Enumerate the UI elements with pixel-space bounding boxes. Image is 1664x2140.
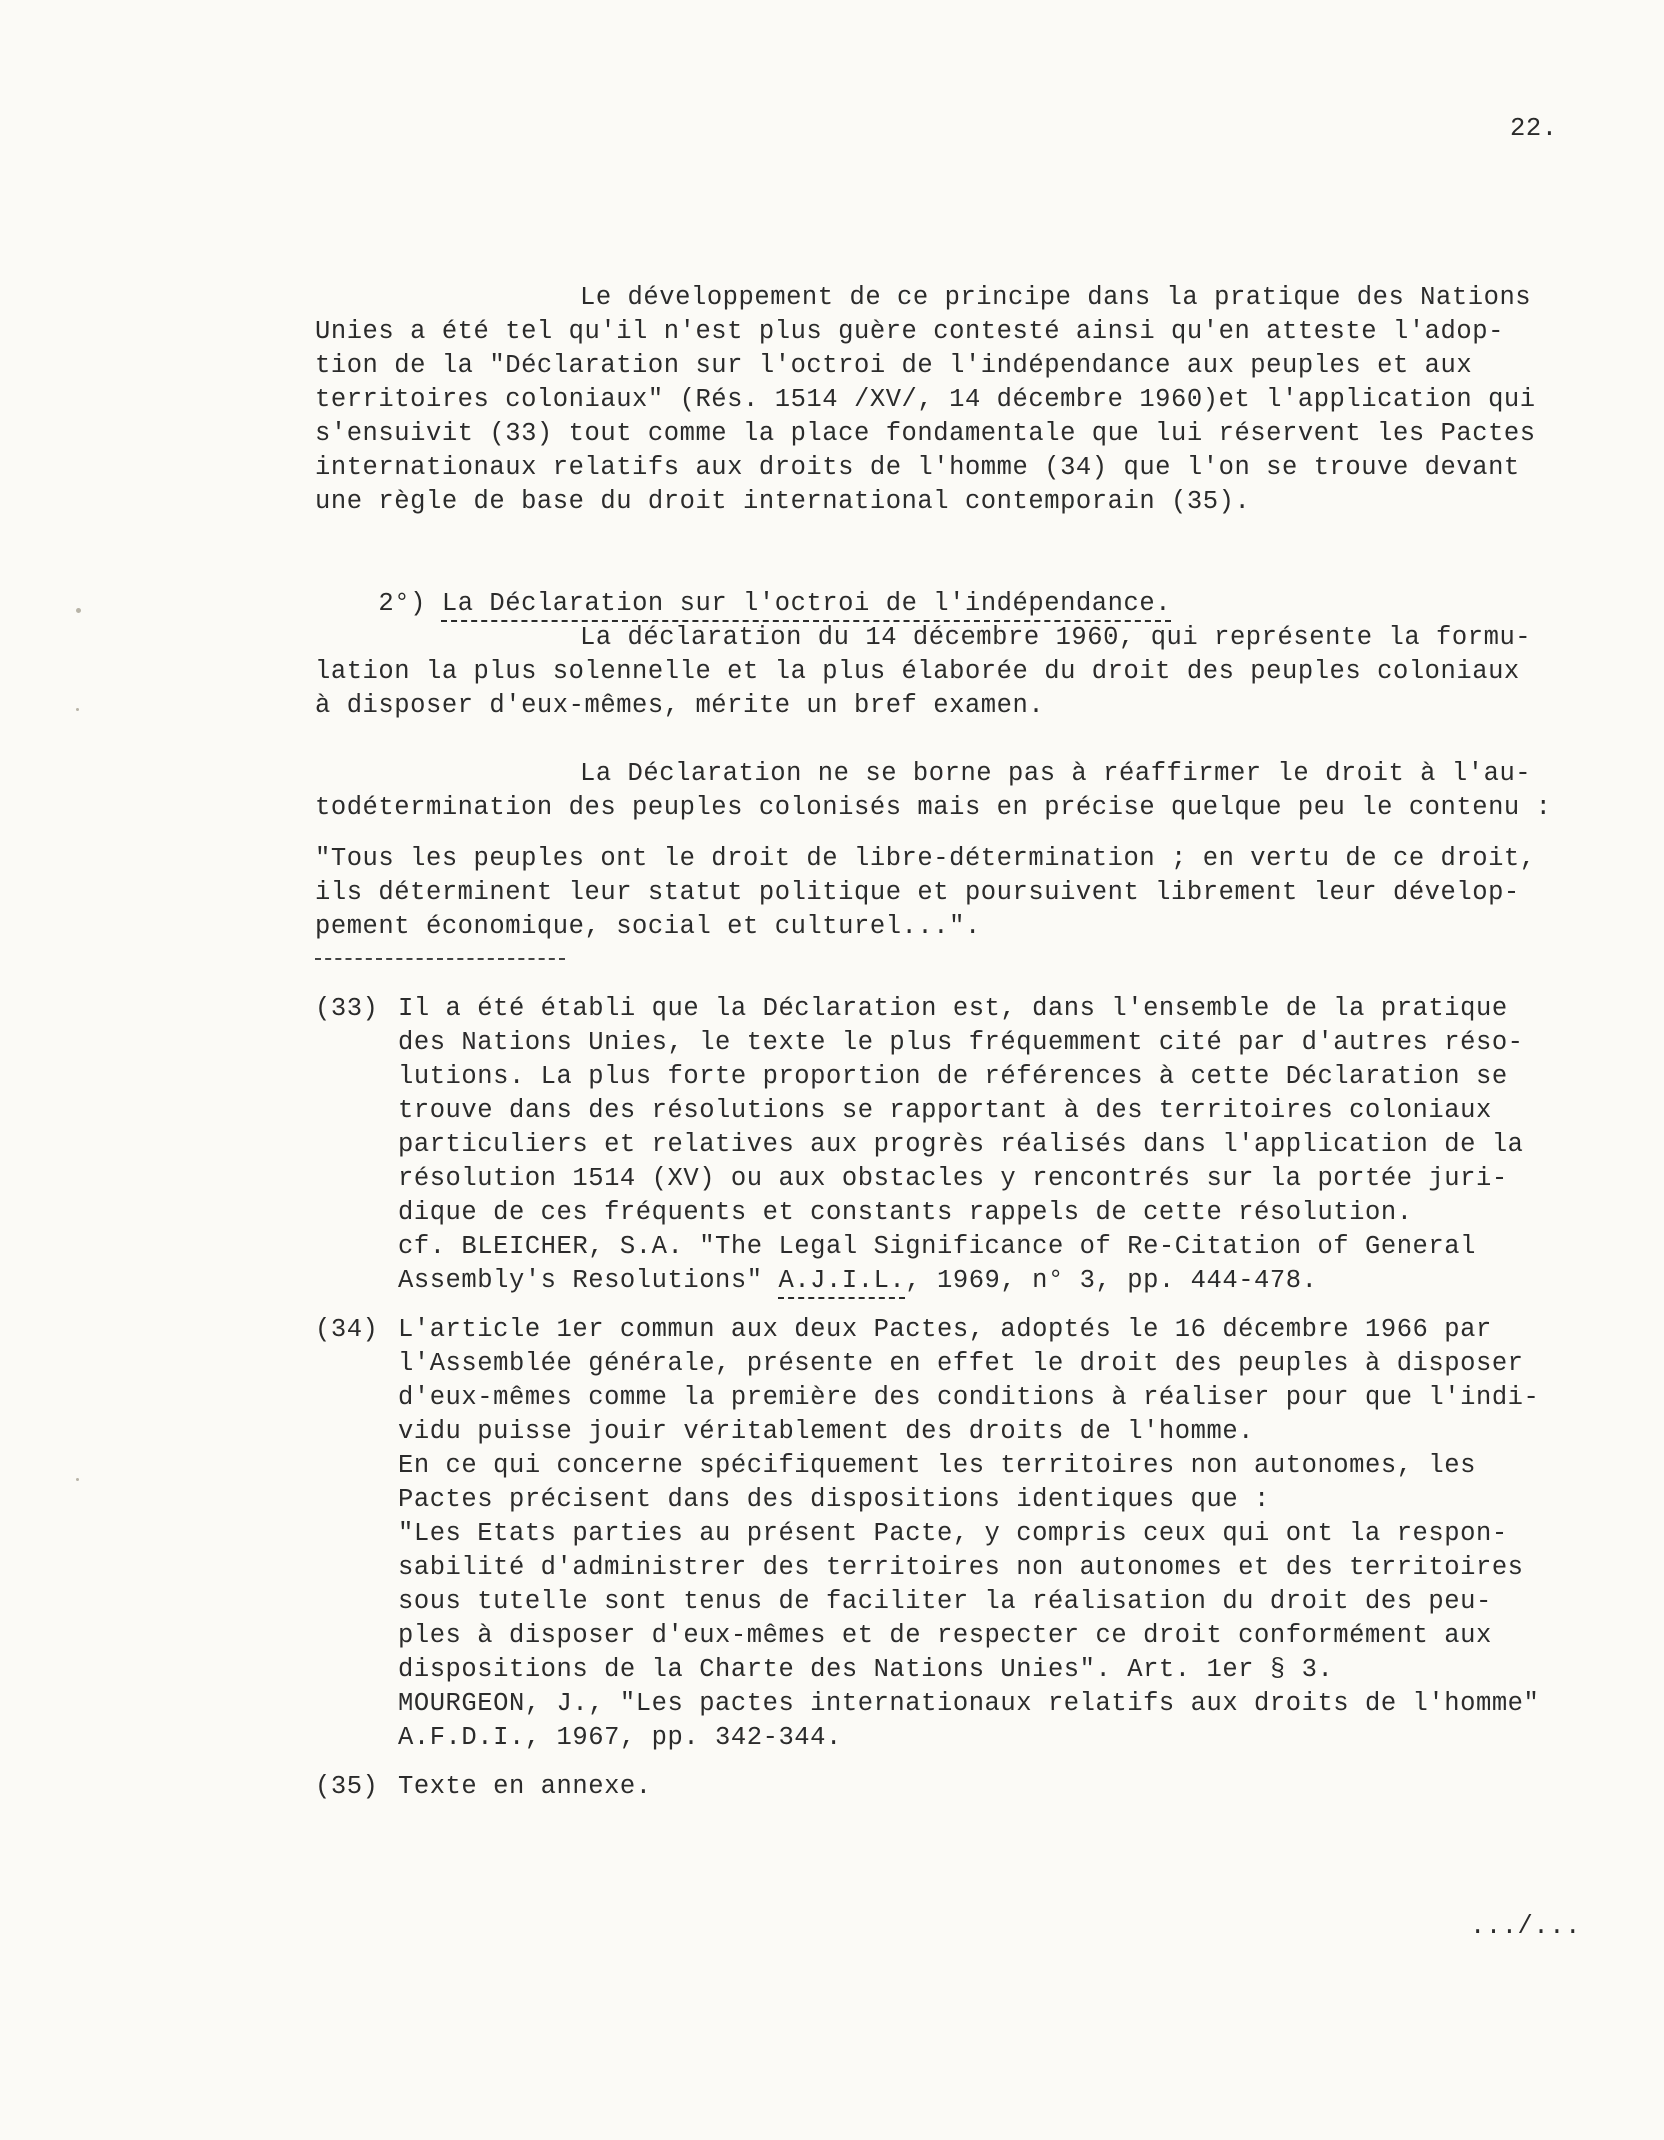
footnote-label: (34) <box>315 1315 379 1344</box>
margin-speck <box>76 608 81 613</box>
paragraph-line: lation la plus solennelle et la plus élaborée du droit des peuples coloniaux <box>315 657 1520 686</box>
footnote-line: des Nations Unies, le texte le plus fréquemment cité par d'autres réso- <box>398 1028 1524 1057</box>
footnote-line: vidu puisse jouir véritablement des droits de l'homme. <box>398 1417 1255 1446</box>
footnote-line: l'Assemblée générale, présente en effet le droit des peuples à disposer <box>398 1349 1524 1378</box>
footnote-line: A.F.D.I., 1967, pp. 342-344. <box>398 1723 842 1752</box>
footnote-line <box>398 1264 1317 1298</box>
quote-line: ils déterminent leur statut politique et poursuivent librement leur dévelop- <box>315 878 1520 907</box>
footnote-line: trouve dans des résolutions se rapportant à des territoires coloniaux <box>398 1096 1492 1125</box>
quote-line: pement économique, social et culturel...". <box>315 912 981 941</box>
paragraph-line: une règle de base du droit international contemporain (35). <box>315 487 1251 516</box>
footnote-label: (35) <box>315 1772 379 1801</box>
page-number: 22. <box>1510 114 1558 143</box>
footnote-line: lutions. La plus forte proportion de références à cette Déclaration se <box>398 1062 1508 1091</box>
section-title: La Déclaration sur l'octroi de l'indépendance. <box>441 589 1172 618</box>
footnote-label: (33) <box>315 994 379 1023</box>
section-number: 2°) <box>378 589 426 618</box>
footnote-line: L'article 1er commun aux deux Pactes, adoptés le 16 décembre 1966 par <box>398 1315 1492 1344</box>
paragraph-line: La Déclaration ne se borne pas à réaffirmer le droit à l'au- <box>580 759 1532 788</box>
footnote-line: ples à disposer d'eux-mêmes et de respecter ce droit conformément aux <box>398 1621 1492 1650</box>
paragraph-line: Unies a été tel qu'il n'est plus guère contesté ainsi qu'en atteste l'adop- <box>315 317 1504 346</box>
paragraph-line: s'ensuivit (33) tout comme la place fondamentale que lui réservent les Pactes <box>315 419 1536 448</box>
paragraph-line: territoires coloniaux" (Rés. 1514 /XV/, 14 décembre 1960)et l'application qui <box>315 385 1536 414</box>
continuation-mark: .../... <box>1470 1912 1581 1941</box>
footnote-line: En ce qui concerne spécifiquement les territoires non autonomes, les <box>398 1451 1476 1480</box>
paragraph-line: La déclaration du 14 décembre 1960, qui représente la formu- <box>580 623 1532 652</box>
footnote-line: MOURGEON, J., "Les pactes internationaux relatifs aux droits de l'homme" <box>398 1689 1540 1718</box>
footnote-line: résolution 1514 (XV) ou aux obstacles y rencontrés sur la portée juri- <box>398 1164 1508 1193</box>
citation-text: Assembly's Resolutions" <box>398 1266 779 1295</box>
journal-abbrev: A.J.I.L. <box>778 1266 906 1295</box>
paragraph-line: internationaux relatifs aux droits de l'homme (34) que l'on se trouve devant <box>315 453 1520 482</box>
footnote-line: d'eux-mêmes comme la première des conditions à réaliser pour que l'indi- <box>398 1383 1540 1412</box>
footnote-line: Texte en annexe. <box>398 1772 652 1801</box>
paragraph-line: tion de la "Déclaration sur l'octroi de l'indépendance aux peuples et aux <box>315 351 1473 380</box>
footnote-line: Il a été établi que la Déclaration est, dans l'ensemble de la pratique <box>398 994 1508 1023</box>
citation-text: , 1969, n° 3, pp. 444-478. <box>905 1266 1318 1295</box>
footnote-line: sabilité d'administrer des territoires non autonomes et des territoires <box>398 1553 1524 1582</box>
footnote-line: dique de ces fréquents et constants rappels de cette résolution. <box>398 1198 1413 1227</box>
footnote-line: particuliers et relatives aux progrès réalisés dans l'application de la <box>398 1130 1524 1159</box>
margin-speck <box>76 708 79 711</box>
footnote-line: dispositions de la Charte des Nations Unies". Art. 1er § 3. <box>398 1655 1334 1684</box>
footnote-separator <box>315 958 565 960</box>
paragraph-line: à disposer d'eux-mêmes, mérite un bref examen. <box>315 691 1045 720</box>
footnote-line: cf. BLEICHER, S.A. "The Legal Significance of Re-Citation of General <box>398 1232 1476 1261</box>
paragraph-line: Le développement de ce principe dans la pratique des Nations <box>580 283 1532 312</box>
footnote-line: sous tutelle sont tenus de faciliter la réalisation du droit des peu- <box>398 1587 1492 1616</box>
paragraph-line: todétermination des peuples colonisés mais en précise quelque peu le contenu : <box>315 793 1552 822</box>
margin-speck <box>76 1478 79 1481</box>
footnote-line: "Les Etats parties au présent Pacte, y compris ceux qui ont la respon- <box>398 1519 1508 1548</box>
quote-line: "Tous les peuples ont le droit de libre-détermination ; en vertu de ce droit, <box>315 844 1536 873</box>
footnote-line: Pactes précisent dans des dispositions identiques que : <box>398 1485 1270 1514</box>
